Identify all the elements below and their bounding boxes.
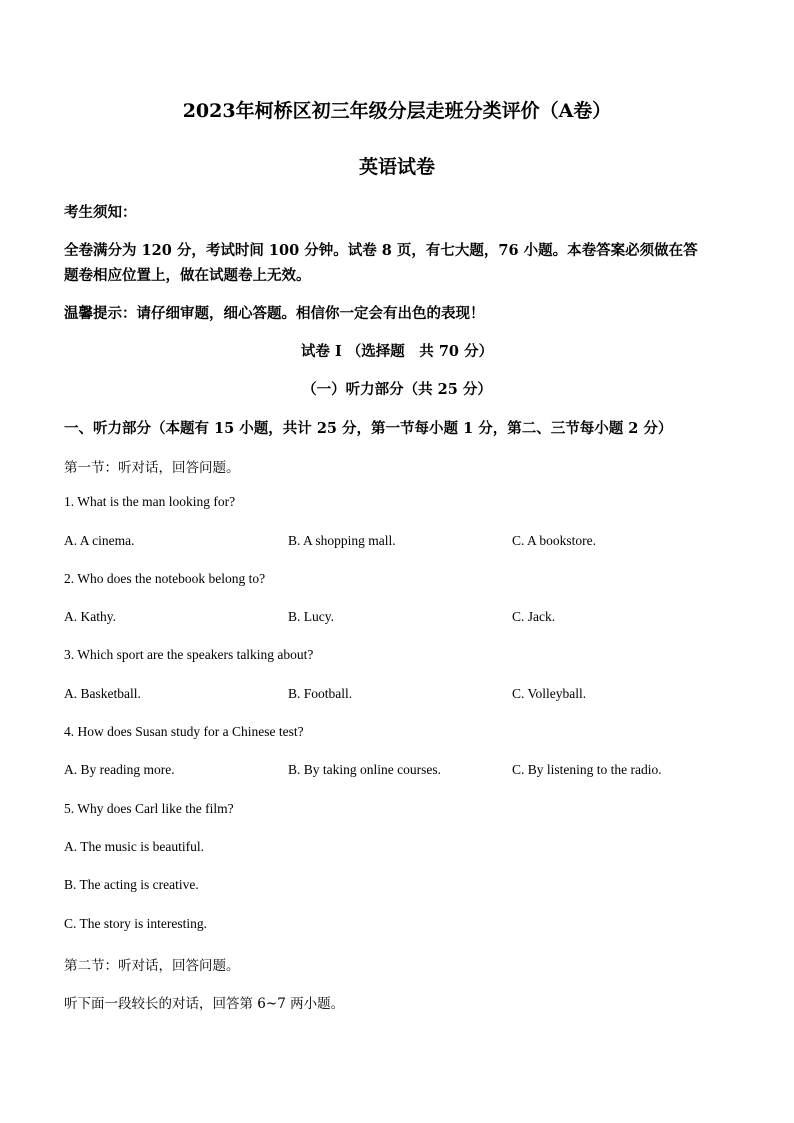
q3-option-b: B. Football.: [288, 686, 353, 701]
q2-option-b: B. Lucy.: [288, 609, 334, 624]
notice-line-2: 题卷相应位置上，做在试题卷上无效。: [64, 267, 311, 284]
q1-option-b: B. A shopping mall.: [288, 533, 396, 548]
exam-subtitle: 英语试卷: [358, 156, 435, 178]
question-3: 3. Which sport are the speakers talking about?: [64, 647, 314, 662]
q5-option-b: B. The acting is creative.: [64, 877, 199, 892]
exam-title: 2023年柯桥区初三年级分层走班分类评价（A卷）: [182, 100, 612, 122]
q4-option-a: A. By reading more.: [64, 762, 175, 777]
section-one-heading: 一、听力部分（本题有 15 小题，共计 25 分，第一节每小题 1 分，第二、三节每小题 2 分）: [64, 420, 673, 437]
q2-option-c: C. Jack.: [512, 609, 556, 624]
part-heading: （一）听力部分（共 25 分）: [302, 381, 492, 398]
q5-option-a: A. The music is beautiful.: [64, 839, 204, 854]
part2-instruction: 第二节：听对话，回答问题。: [64, 958, 240, 974]
part1-instruction: 第一节：听对话，回答问题。: [64, 460, 240, 476]
part2-note: 听下面一段较长的对话，回答第 6~7 两小题。: [64, 996, 345, 1012]
q1-option-a: A. A cinema.: [64, 533, 135, 548]
question-1: 1. What is the man looking for?: [64, 494, 236, 509]
q4-option-b: B. By taking online courses.: [288, 762, 441, 777]
q5-option-c: C. The story is interesting.: [64, 916, 207, 931]
notice-tip: 温馨提示：请仔细审题，细心答题。相信你一定会有出色的表现！: [64, 305, 485, 322]
question-2: 2. Who does the notebook belong to?: [64, 571, 266, 586]
question-4: 4. How does Susan study for a Chinese test?: [64, 724, 304, 739]
question-5: 5. Why does Carl like the film?: [64, 801, 234, 816]
notice-line-1: 全卷满分为 120 分，考试时间 100 分钟。试卷 8 页，有七大题，76 小题。本卷答案必须做在答: [64, 242, 698, 259]
paper-heading: 试卷 I （选择题 共 70 分）: [300, 343, 494, 360]
q2-option-a: A. Kathy.: [64, 609, 116, 624]
q3-option-a: A. Basketball.: [64, 686, 141, 701]
q3-option-c: C. Volleyball.: [512, 686, 587, 701]
q1-option-c: C. A bookstore.: [512, 533, 597, 548]
q4-option-c: C. By listening to the radio.: [512, 762, 662, 777]
notice-heading: 考生须知：: [64, 204, 137, 221]
